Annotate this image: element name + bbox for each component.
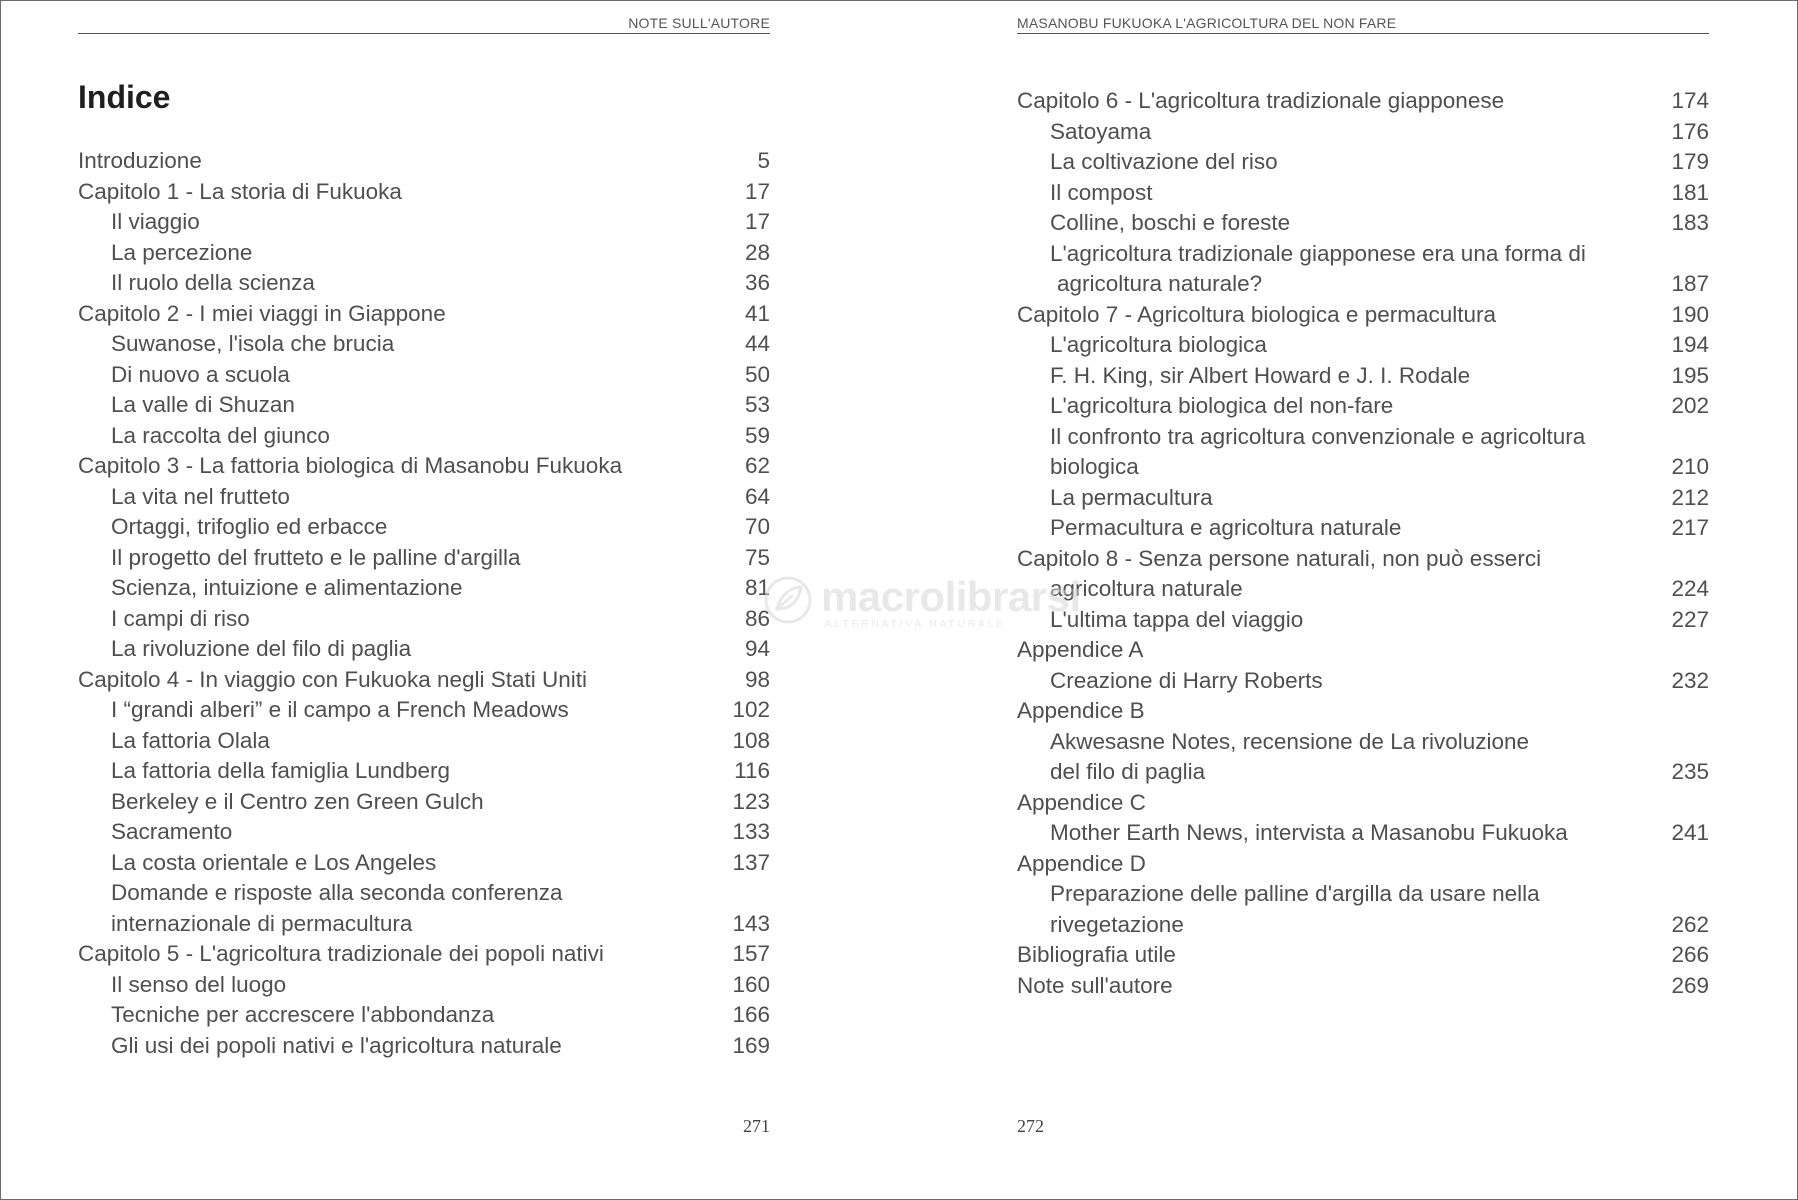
toc-page-number: 53 — [744, 392, 770, 417]
toc-page-number: 269 — [1671, 972, 1709, 998]
toc-entry-line: Il senso del luogo — [111, 971, 287, 997]
toc-entry-title — [1017, 696, 1709, 727]
toc-entry-line: Capitolo 3 - La fattoria biologica di Masanobu Fukuoka — [78, 453, 623, 478]
toc-entry-title — [1017, 635, 1709, 666]
toc-subentry — [1017, 818, 1709, 849]
toc-entry-title — [78, 695, 770, 726]
toc-page-number: 194 — [1671, 332, 1709, 357]
toc-entry-line: I “grandi alberi” e il campo a French Meadows — [111, 697, 569, 722]
toc-page-number: 5 — [757, 148, 770, 173]
toc-subentry — [1017, 605, 1709, 636]
toc-entry-line: Capitolo 1 - La storia di Fukuoka — [78, 178, 402, 204]
toc-subentry — [1017, 666, 1709, 697]
toc-entry-line: Preparazione delle palline d'argilla da usare nella — [1050, 881, 1540, 906]
toc-entry-title — [1017, 544, 1709, 575]
toc-entry-title — [78, 1000, 770, 1031]
toc-entry-line: Appendice A — [1017, 637, 1144, 662]
toc-entry-title — [78, 329, 770, 360]
toc-entry-line: Sacramento — [111, 819, 233, 844]
toc-entry — [78, 665, 770, 696]
toc-subentry — [78, 543, 770, 574]
toc-page-number: 28 — [744, 239, 770, 265]
toc-entry-line: Il confronto tra agricoltura convenzionale e agricoltura — [1050, 423, 1586, 449]
toc-entry-title — [78, 939, 770, 970]
toc-subentry — [78, 604, 770, 635]
toc-entry-line: Satoyama — [1050, 118, 1152, 144]
toc-subentry — [78, 360, 770, 391]
toc-entry-title — [1017, 147, 1709, 178]
toc-entry-title — [78, 299, 770, 330]
toc-entry-title — [78, 604, 770, 635]
toc-entry-title — [1017, 666, 1709, 697]
toc-entry-title — [78, 451, 770, 482]
toc-entry-title — [78, 1031, 770, 1062]
toc-page-number: 64 — [744, 483, 770, 509]
toc-entry-title — [78, 238, 770, 269]
toc-subentry — [78, 268, 770, 299]
toc-page-number: 181 — [1671, 179, 1709, 205]
toc-entry-title — [1017, 391, 1709, 422]
toc-entry-title — [1017, 727, 1709, 788]
toc-entry-title — [78, 268, 770, 299]
toc-entry-line: Appendice B — [1017, 698, 1145, 723]
toc-page-number: 212 — [1671, 484, 1709, 510]
toc-entry-line: La vita nel frutteto — [111, 483, 290, 509]
toc-entry-line: Appendice D — [1017, 850, 1146, 876]
toc-subentry — [1017, 483, 1709, 514]
toc-entry-title — [1017, 239, 1709, 300]
toc-page-number: 174 — [1671, 88, 1709, 113]
toc-page-number: 224 — [1671, 576, 1709, 601]
toc-page-number: 98 — [744, 666, 770, 692]
toc-entry-title — [78, 634, 770, 665]
toc-entry-line: F. H. King, sir Albert Howard e J. I. Rodale — [1050, 362, 1471, 388]
toc-entry-line: La valle di Shuzan — [111, 392, 295, 417]
toc-subentry — [78, 1000, 770, 1031]
toc-subentry — [1017, 574, 1709, 605]
toc-entry-line: La coltivazione del riso — [1050, 149, 1278, 174]
toc-entry-title — [78, 878, 770, 939]
toc-subentry — [1017, 330, 1709, 361]
toc-entry-title — [78, 482, 770, 513]
toc-entry-title — [1017, 330, 1709, 361]
toc-entry-line: Berkeley e il Centro zen Green Gulch — [111, 788, 484, 814]
toc-entry-line: L'agricoltura biologica del non-fare — [1050, 393, 1394, 418]
toc-entry — [1017, 971, 1709, 1002]
toc-entry-line: Appendice C — [1017, 789, 1146, 815]
toc-subentry — [1017, 727, 1709, 788]
toc-entry-line: La fattoria della famiglia Lundberg — [111, 758, 450, 783]
toc-entry-title — [1017, 483, 1709, 514]
toc-entry — [1017, 86, 1709, 117]
toc-subentry — [78, 634, 770, 665]
toc-page-number: 195 — [1671, 362, 1709, 388]
toc-page-number: 166 — [732, 1002, 770, 1027]
toc-entry-line: Scienza, intuizione e alimentazione — [111, 575, 463, 600]
toc-entry-title — [78, 970, 770, 1001]
toc-entry-line: L'agricoltura tradizionale giapponese era una forma di — [1050, 240, 1586, 266]
toc-subentry — [78, 573, 770, 604]
toc-entry-line: rivegetazione — [1050, 911, 1184, 937]
toc-entry-title — [1017, 513, 1709, 544]
toc-entry-title — [78, 146, 770, 177]
toc-entry-line: Capitolo 2 - I miei viaggi in Giappone — [78, 300, 446, 326]
left-page — [78, 1, 770, 1199]
toc-page-number: 190 — [1671, 301, 1709, 327]
running-head — [1017, 15, 1709, 34]
toc-entry-title — [78, 573, 770, 604]
toc-entry-line: I campi di riso — [111, 605, 250, 631]
toc-entry-line: La fattoria Olala — [111, 727, 270, 753]
toc-entry-title — [1017, 788, 1709, 819]
toc-page-number: 143 — [732, 910, 770, 936]
toc-subentry — [78, 726, 770, 757]
toc-entry-line: Gli usi dei popoli nativi e l'agricoltura naturale — [111, 1032, 562, 1058]
toc-page-number: 75 — [744, 544, 770, 570]
toc-page-number: 202 — [1671, 393, 1709, 418]
toc-entry — [78, 451, 770, 482]
toc-page-number: 217 — [1671, 515, 1709, 540]
toc-subentry — [1017, 422, 1709, 483]
toc-entry-title — [78, 360, 770, 391]
toc-page-number: 227 — [1671, 606, 1709, 632]
toc-subentry — [1017, 178, 1709, 209]
toc-entry-title — [1017, 422, 1709, 483]
toc-entry-title — [1017, 117, 1709, 148]
toc-entry — [1017, 696, 1709, 727]
toc-entry — [1017, 849, 1709, 880]
toc-entry-line: Il ruolo della scienza — [111, 270, 315, 295]
toc-entry-title — [1017, 208, 1709, 239]
toc-page-number: 187 — [1671, 271, 1709, 296]
toc-entry-line: Akwesasne Notes, recensione de La rivoluzione — [1050, 728, 1530, 754]
toc-page-number: 160 — [732, 971, 770, 997]
toc-entry — [78, 299, 770, 330]
page-number: 272 — [1017, 1116, 1044, 1136]
watermark-tagline: ALTERNATIVA NATURALE — [825, 619, 1006, 630]
toc-entry-line: Domande e risposte alla seconda conferenza — [111, 880, 563, 905]
toc-entry-line: biologica — [1050, 454, 1139, 479]
toc-entry — [1017, 300, 1709, 331]
toc-page-number: 210 — [1671, 454, 1709, 479]
toc-entry-title — [78, 726, 770, 757]
toc-subentry — [78, 878, 770, 939]
toc-subentry — [78, 482, 770, 513]
toc-page-number: 179 — [1671, 149, 1709, 174]
toc-entry-line: Capitolo 4 - In viaggio con Fukuoka negli Stati Uniti — [78, 666, 588, 692]
toc-entry — [78, 146, 770, 177]
toc-entry-line: La rivoluzione del filo di paglia — [111, 636, 412, 661]
toc-entry-title — [1017, 605, 1709, 636]
toc-entry-title — [1017, 178, 1709, 209]
toc-entry — [1017, 544, 1709, 575]
toc-page-number: 183 — [1671, 210, 1709, 235]
toc-entry — [1017, 635, 1709, 666]
toc-page-number: 36 — [744, 270, 770, 295]
toc-entry-line: La raccolta del giunco — [111, 422, 330, 448]
toc-entry-title — [1017, 940, 1709, 971]
toc-subentry — [78, 329, 770, 360]
toc-subentry — [1017, 361, 1709, 392]
toc-page-number: 108 — [732, 727, 770, 753]
running-head-text: MASANOBU FUKUOKA L'AGRICOLTURA DEL NON FARE — [1017, 15, 1397, 31]
toc-entry-line: Capitolo 6 - L'agricoltura tradizionale giapponese — [1017, 88, 1505, 113]
toc-entry — [78, 177, 770, 208]
toc-page-number: 59 — [744, 422, 770, 448]
toc-entry-title — [1017, 818, 1709, 849]
toc-entry-line: internazionale di permacultura — [111, 910, 413, 936]
toc-subentry — [78, 512, 770, 543]
running-head — [78, 15, 770, 34]
toc-page-number: 17 — [744, 209, 770, 234]
toc-page-number: 70 — [744, 514, 770, 539]
toc-subentry — [1017, 391, 1709, 422]
toc-subentry — [78, 1031, 770, 1062]
toc-subentry — [78, 817, 770, 848]
toc-page-number: 81 — [744, 575, 770, 600]
toc-entry-title — [78, 665, 770, 696]
toc-page-number: 123 — [732, 788, 770, 814]
toc-entry-title — [78, 848, 770, 879]
toc-entry-line: Il compost — [1050, 179, 1153, 205]
toc-entry-line: L'agricoltura biologica — [1050, 332, 1267, 357]
toc-entry-line: Di nuovo a scuola — [111, 361, 290, 387]
toc-subentry — [78, 756, 770, 787]
table-of-contents — [78, 146, 770, 1061]
toc-subentry — [78, 970, 770, 1001]
toc-page-number: 17 — [744, 178, 770, 204]
toc-entry-line: L'ultima tappa del viaggio — [1050, 606, 1304, 632]
toc-entry-line: Mother Earth News, intervista a Masanobu Fukuoka — [1050, 820, 1568, 845]
toc-entry-line: Il viaggio — [111, 209, 200, 234]
toc-entry-title — [1017, 879, 1709, 940]
toc-subentry — [78, 787, 770, 818]
toc-entry-title — [1017, 849, 1709, 880]
toc-entry-title — [78, 421, 770, 452]
toc-entry — [1017, 940, 1709, 971]
toc-page-number: 169 — [732, 1032, 770, 1058]
toc-page-number: 266 — [1671, 942, 1709, 967]
toc-entry — [78, 939, 770, 970]
toc-subentry — [78, 695, 770, 726]
toc-page-number: 102 — [732, 697, 770, 722]
toc-page-number: 133 — [732, 819, 770, 844]
toc-subentry — [1017, 147, 1709, 178]
toc-page-number: 44 — [744, 331, 770, 356]
running-head-text: NOTE SULL'AUTORE — [628, 15, 770, 31]
toc-entry-line: La percezione — [111, 239, 253, 265]
toc-entry-line: Tecniche per accrescere l'abbondanza — [111, 1002, 495, 1027]
toc-page-number: 262 — [1671, 911, 1709, 937]
toc-entry-title — [78, 787, 770, 818]
toc-page-number: 50 — [744, 361, 770, 387]
toc-entry-line: agricoltura naturale — [1050, 576, 1243, 601]
toc-page-number: 137 — [732, 849, 770, 875]
toc-entry-line: Ortaggi, trifoglio ed erbacce — [111, 514, 388, 539]
toc-subentry — [78, 207, 770, 238]
toc-subentry — [1017, 208, 1709, 239]
page-number: 271 — [743, 1116, 770, 1136]
leaf-logo-icon — [763, 575, 813, 625]
toc-entry-title — [78, 177, 770, 208]
toc-page-number: 235 — [1671, 759, 1709, 784]
toc-subentry — [78, 390, 770, 421]
toc-entry-line: agricoltura naturale? — [1057, 271, 1263, 296]
toc-page-number: 86 — [744, 605, 770, 631]
toc-page-number: 41 — [744, 300, 770, 326]
toc-page-number: 94 — [744, 636, 770, 661]
toc-entry-line: Il progetto del frutteto e le palline d'argilla — [111, 544, 521, 570]
toc-entry-line: Capitolo 8 - Senza persone naturali, non può esserci — [1017, 545, 1542, 571]
toc-entry-line: Creazione di Harry Roberts — [1050, 667, 1323, 693]
watermark-name: macrolibrarsi — [821, 573, 1081, 620]
toc-entry-line: Colline, boschi e foreste — [1050, 210, 1291, 235]
toc-page-number: 116 — [734, 758, 770, 783]
toc-subentry — [1017, 513, 1709, 544]
toc-subentry — [1017, 239, 1709, 300]
toc-entry-title — [1017, 574, 1709, 605]
toc-entry-line: Bibliografia utile — [1017, 942, 1176, 967]
toc-entry-line: La costa orientale e Los Angeles — [111, 849, 437, 875]
toc-page-number: 62 — [744, 453, 770, 478]
page-title: Indice — [78, 79, 171, 115]
toc-entry-title — [78, 756, 770, 787]
toc-entry — [1017, 788, 1709, 819]
toc-entry-line: Note sull'autore — [1017, 972, 1173, 998]
toc-entry-line: Capitolo 5 - L'agricoltura tradizionale dei popoli nativi — [78, 941, 604, 966]
toc-page-number: 176 — [1671, 118, 1709, 144]
toc-entry-title — [78, 207, 770, 238]
toc-entry-line: La permacultura — [1050, 484, 1213, 510]
right-page — [1017, 1, 1709, 1199]
table-of-contents — [1017, 86, 1709, 1001]
toc-entry-line: Introduzione — [78, 148, 202, 173]
toc-page-number: 157 — [732, 941, 770, 966]
toc-entry-title — [1017, 300, 1709, 331]
toc-entry-line: Permacultura e agricoltura naturale — [1050, 515, 1402, 540]
toc-subentry — [78, 238, 770, 269]
toc-entry-line: del filo di paglia — [1050, 759, 1206, 784]
toc-subentry — [78, 421, 770, 452]
toc-entry-title — [78, 817, 770, 848]
toc-entry-line: Suwanose, l'isola che brucia — [111, 331, 395, 356]
toc-entry-title — [78, 390, 770, 421]
toc-subentry — [1017, 879, 1709, 940]
toc-entry-title — [1017, 86, 1709, 117]
toc-page-number: 241 — [1671, 820, 1709, 845]
toc-page-number: 232 — [1671, 667, 1709, 693]
toc-subentry — [78, 848, 770, 879]
toc-entry-title — [1017, 971, 1709, 1002]
toc-entry-line: Capitolo 7 - Agricoltura biologica e permacultura — [1017, 301, 1497, 327]
toc-entry-title — [78, 512, 770, 543]
toc-subentry — [1017, 117, 1709, 148]
toc-entry-title — [78, 543, 770, 574]
toc-entry-title — [1017, 361, 1709, 392]
